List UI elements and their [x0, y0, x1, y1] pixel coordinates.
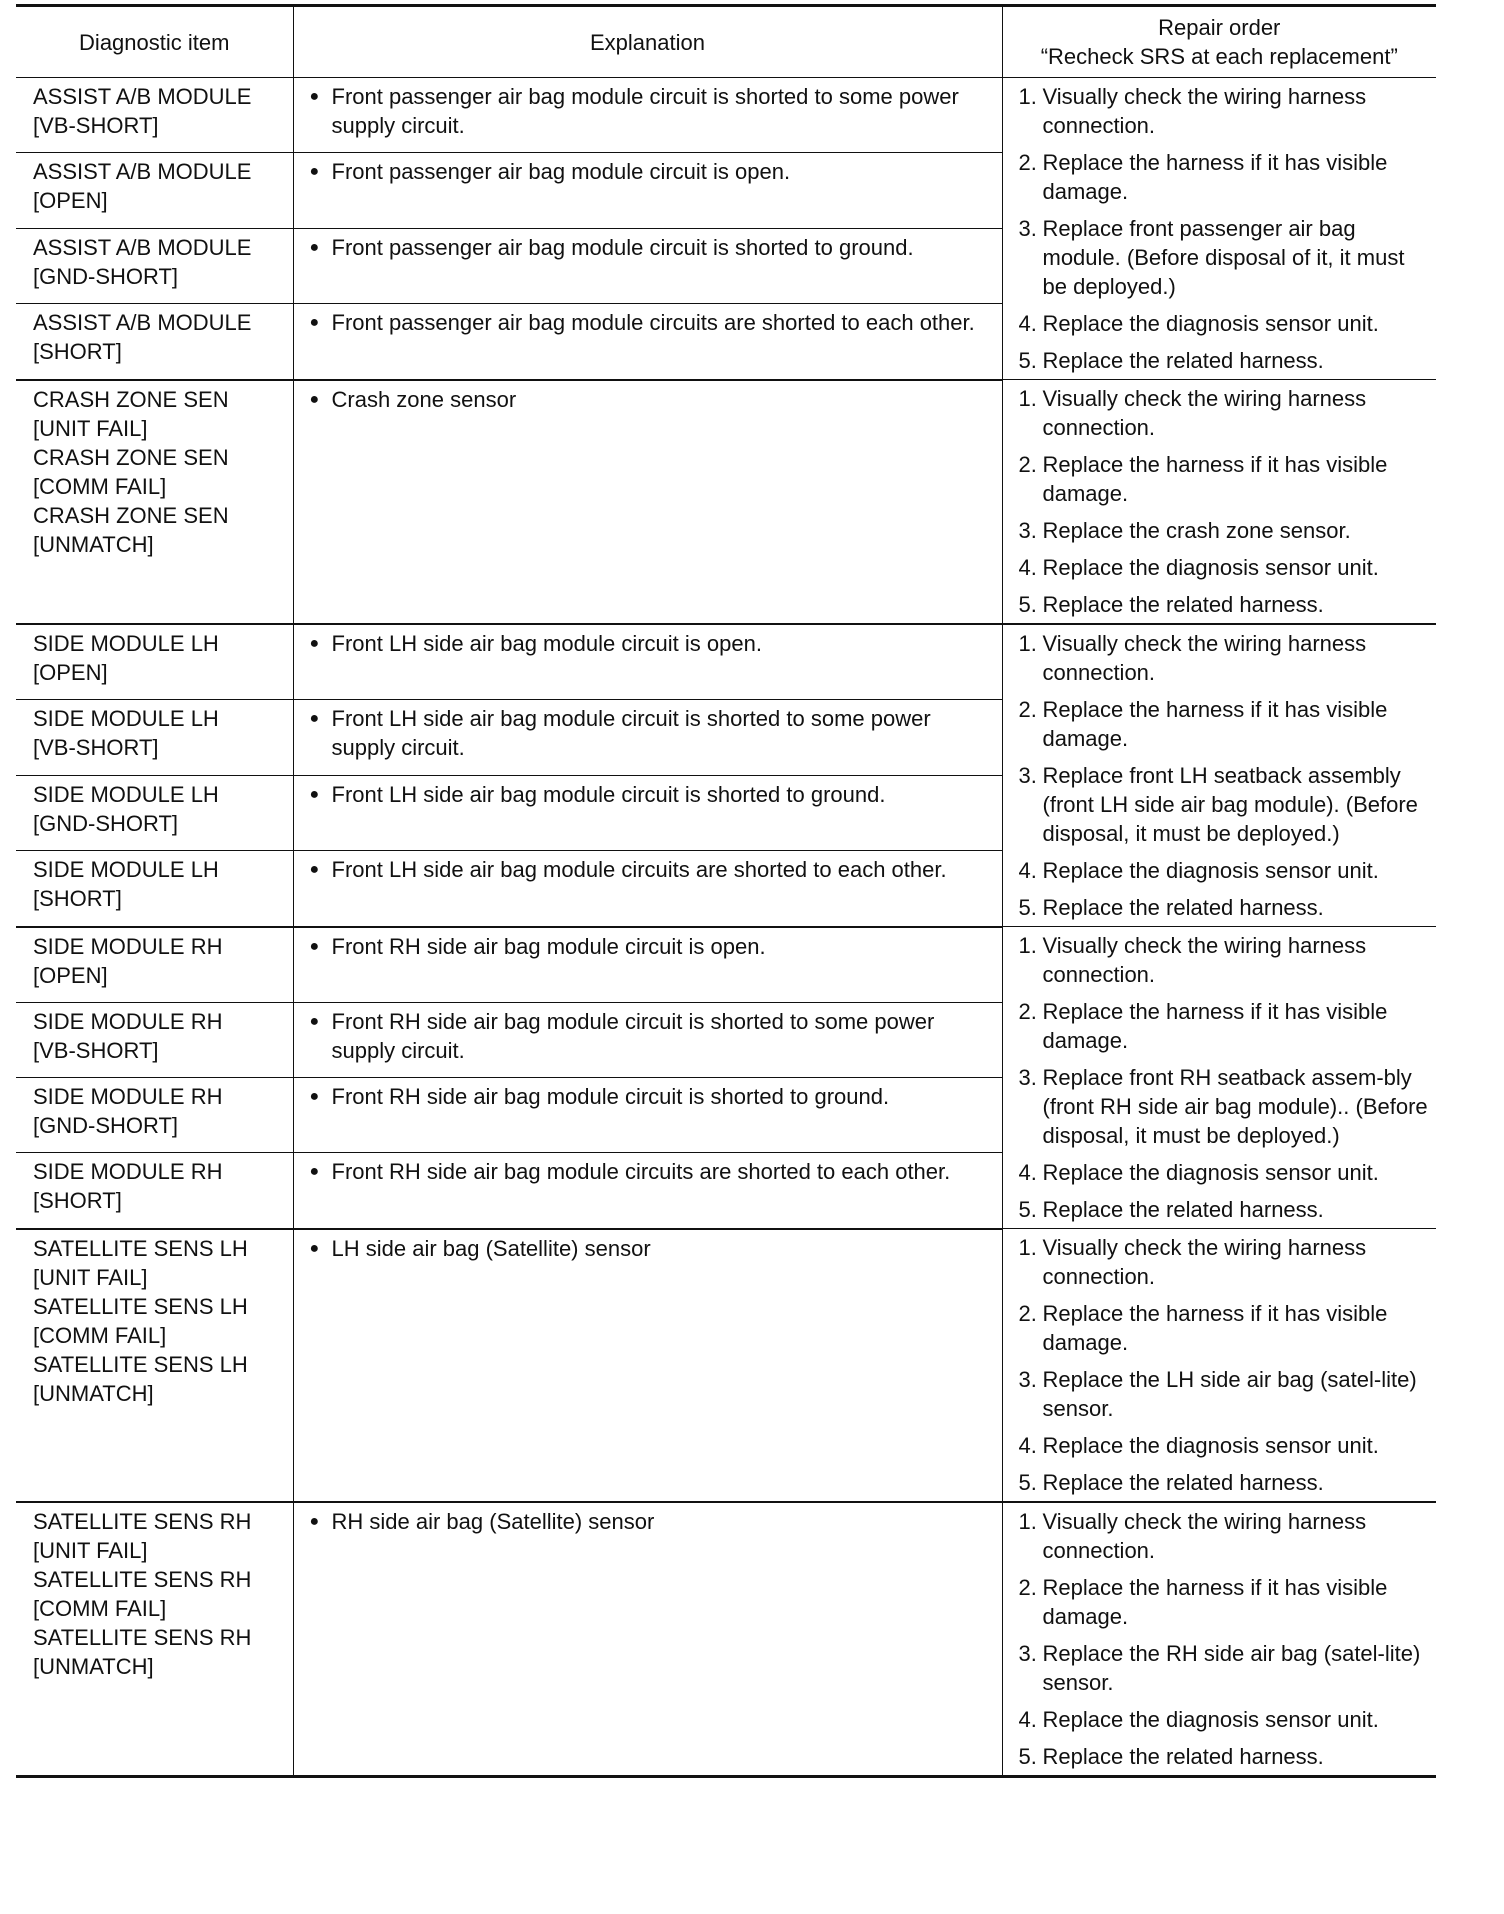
repair-order-cell — [1002, 1229, 1436, 1503]
table-row — [16, 78, 1436, 153]
explanation-text: Front LH side air bag module circuit is open. — [331, 631, 762, 656]
repair-step — [1019, 590, 1431, 619]
repair-step — [1019, 214, 1431, 301]
repair-step-text: Replace the harness if it has visible damage. — [1042, 999, 1388, 1053]
diagnostic-item-text: [UNIT FAIL] — [33, 415, 148, 441]
repair-step-text: Replace the diagnosis sensor unit. — [1042, 858, 1379, 883]
diagnostic-item-text: SATELLITE SENS RH — [33, 1567, 252, 1592]
explanation-cell — [293, 927, 1002, 1003]
diagnostic-item-cell — [16, 380, 293, 625]
explanation-text: Front passenger air bag module circuit is shorted to ground. — [331, 234, 914, 260]
repair-step-text: Visually check the wiring harness connection. — [1042, 1509, 1367, 1563]
repair-step — [1019, 1365, 1431, 1423]
repair-step — [1019, 309, 1431, 338]
explanation-bullet — [310, 1157, 994, 1186]
diagnostic-item-text: [OPEN] — [33, 188, 108, 214]
repair-step-number: 4. — [1018, 1160, 1037, 1185]
explanation-bullet — [310, 1234, 994, 1263]
diagnostic-item-text: SIDE MODULE LH — [33, 631, 219, 656]
diagnostic-item-text: [OPEN] — [33, 660, 108, 685]
repair-step — [1019, 1431, 1431, 1460]
explanation-bullet — [310, 82, 994, 140]
diagnostic-item-text: [SHORT] — [33, 339, 122, 365]
diagnostic-item-text: SIDE MODULE LH — [33, 857, 219, 883]
diagnostic-item-text: [GND-SHORT] — [33, 1112, 179, 1138]
repair-step-text: Replace front passenger air bag module. (Before disposal of it, it must be deployed.) — [1042, 216, 1405, 299]
bullet-icon: ● — [309, 710, 320, 728]
diagnostic-item-text: [UNMATCH] — [33, 1654, 154, 1679]
diagnostic-item-cell — [16, 78, 293, 153]
srs-diagnostic-table-page — [16, 4, 1436, 1778]
repair-step — [1019, 346, 1431, 375]
diagnostic-item-text: SIDE MODULE LH — [33, 706, 219, 732]
diagnostic-item-cell — [16, 1077, 293, 1152]
diagnostic-item-text: ASSIST A/B MODULE — [33, 310, 252, 336]
repair-step — [1019, 997, 1431, 1055]
explanation-cell — [293, 775, 1002, 850]
repair-step-text: Visually check the wiring harness connection. — [1042, 386, 1367, 440]
repair-step-text: Replace the related harness. — [1042, 592, 1324, 617]
repair-step — [1019, 931, 1431, 989]
repair-step — [1019, 516, 1431, 545]
bullet-icon: ● — [309, 88, 320, 105]
repair-steps-list — [1019, 629, 1431, 922]
repair-step-text: Replace the LH side air bag (satel-lite) sensor. — [1042, 1367, 1417, 1421]
repair-step-text: Replace front LH seatback assembly (front LH side air bag module). (Before disposal, it must be deployed.) — [1042, 763, 1418, 846]
bullet-icon: ● — [309, 163, 320, 181]
diagnostic-item-cell — [16, 1229, 293, 1503]
explanation-text: Front passenger air bag module circuit is open. — [331, 159, 791, 185]
repair-step-text: Replace the harness if it has visible damage. — [1042, 452, 1388, 506]
diagnostic-item-text: CRASH ZONE SEN — [33, 502, 229, 528]
diagnostic-item-text: SATELLITE SENS LH — [33, 1351, 248, 1377]
diagnostic-table — [16, 4, 1436, 1778]
repair-step — [1019, 1573, 1431, 1631]
diagnostic-item-text: [VB-SHORT] — [33, 1037, 159, 1063]
repair-step — [1019, 761, 1431, 848]
diagnostic-item-text: [UNMATCH] — [33, 1380, 154, 1406]
explanation-bullet — [310, 629, 994, 658]
repair-step — [1019, 1705, 1431, 1734]
diagnostic-item-text: [COMM FAIL] — [33, 473, 167, 499]
repair-step-number: 4. — [1018, 858, 1037, 883]
bullet-icon: ● — [309, 1163, 320, 1181]
diagnostic-item-cell — [16, 624, 293, 700]
bullet-icon: ● — [309, 1087, 320, 1105]
explanation-text: RH side air bag (Satellite) sensor — [331, 1509, 655, 1534]
explanation-text: Front RH side air bag module circuit is open. — [331, 933, 766, 959]
explanation-cell — [293, 1502, 1002, 1777]
explanation-bullet — [310, 1082, 994, 1111]
repair-step-number: 4. — [1018, 1707, 1037, 1732]
bullet-icon: ● — [309, 1239, 320, 1257]
repair-step-number: 2. — [1018, 1575, 1037, 1600]
repair-step-text: Replace the harness if it has visible damage. — [1042, 1575, 1388, 1629]
repair-step-number: 1. — [1018, 1235, 1037, 1260]
repair-step-text: Replace the RH side air bag (satel-lite) sensor. — [1042, 1641, 1421, 1695]
repair-step — [1019, 1468, 1431, 1497]
explanation-text: Front LH side air bag module circuit is shorted to ground. — [331, 781, 886, 807]
explanation-cell — [293, 1229, 1002, 1503]
explanation-cell — [293, 624, 1002, 700]
repair-step-number: 3. — [1018, 1065, 1037, 1090]
repair-step-number: 2. — [1018, 697, 1037, 722]
repair-step-number: 3. — [1018, 763, 1037, 788]
repair-order-cell — [1002, 1502, 1436, 1777]
header-repair-order — [1002, 6, 1436, 78]
repair-step-text: Visually check the wiring harness connection. — [1042, 1235, 1367, 1289]
repair-step-number: 3. — [1018, 1367, 1037, 1392]
explanation-bullet — [310, 233, 994, 262]
diagnostic-item-text: [SHORT] — [33, 1188, 122, 1214]
repair-step-text: Replace the diagnosis sensor unit. — [1042, 311, 1379, 336]
explanation-bullet — [310, 385, 994, 414]
diagnostic-item-text: SIDE MODULE RH — [33, 1159, 223, 1185]
repair-step-number: 4. — [1018, 311, 1037, 336]
repair-step-text: Replace the diagnosis sensor unit. — [1042, 555, 1379, 580]
diagnostic-item-text: [UNIT FAIL] — [33, 1264, 148, 1290]
repair-order-cell — [1002, 78, 1436, 380]
diagnostic-item-text: SIDE MODULE LH — [33, 781, 219, 807]
explanation-text: Front LH side air bag module circuit is shorted to some power supply circuit. — [331, 706, 931, 761]
diagnostic-item-text: [OPEN] — [33, 962, 108, 988]
explanation-bullet — [310, 780, 994, 809]
header-repair-order-note: “Recheck SRS at each replacement” — [1040, 44, 1398, 69]
repair-step — [1019, 148, 1431, 206]
repair-step-number: 1. — [1018, 386, 1037, 411]
repair-steps-list — [1019, 82, 1431, 375]
table-row — [16, 927, 1436, 1003]
repair-order-cell — [1002, 624, 1436, 927]
diagnostic-item-text: SATELLITE SENS LH — [33, 1235, 248, 1261]
table-body — [16, 78, 1436, 1777]
diagnostic-item-text: [COMM FAIL] — [33, 1322, 167, 1348]
diagnostic-item-text: ASSIST A/B MODULE — [33, 159, 252, 185]
diagnostic-item-text: CRASH ZONE SEN — [33, 444, 229, 470]
repair-step — [1019, 1063, 1431, 1150]
repair-step — [1019, 856, 1431, 885]
table-row — [16, 380, 1436, 625]
repair-order-cell — [1002, 380, 1436, 625]
diagnostic-item-text: SIDE MODULE RH — [33, 1008, 223, 1034]
diagnostic-item-text: SIDE MODULE RH — [33, 1083, 223, 1109]
diagnostic-item-text: SATELLITE SENS RH — [33, 1625, 252, 1650]
diagnostic-item-cell — [16, 1002, 293, 1077]
repair-step-number: 3. — [1018, 1641, 1037, 1666]
bullet-icon: ● — [309, 1513, 320, 1530]
repair-step-text: Replace the harness if it has visible damage. — [1042, 150, 1388, 204]
repair-step-text: Replace the related harness. — [1042, 895, 1324, 920]
explanation-text: Front RH side air bag module circuit is shorted to some power supply circuit. — [331, 1008, 935, 1063]
repair-steps-list — [1019, 384, 1431, 619]
diagnostic-item-text: ASSIST A/B MODULE — [33, 234, 252, 260]
repair-step-number: 4. — [1018, 555, 1037, 580]
repair-step-number: 1. — [1018, 631, 1037, 656]
repair-steps-list — [1019, 1507, 1431, 1771]
repair-step-number: 5. — [1018, 592, 1037, 617]
repair-order-cell — [1002, 927, 1436, 1229]
diagnostic-item-text: SIDE MODULE RH — [33, 933, 223, 959]
repair-step-number: 2. — [1018, 999, 1037, 1024]
diagnostic-item-cell — [16, 700, 293, 775]
repair-step-text: Replace the related harness. — [1042, 1197, 1324, 1222]
header-repair-order-title: Repair order — [1158, 15, 1281, 40]
repair-step-text: Replace the crash zone sensor. — [1042, 518, 1351, 543]
diagnostic-item-cell — [16, 1502, 293, 1777]
explanation-text: Front passenger air bag module circuits are shorted to each other. — [331, 310, 975, 336]
repair-step-number: 2. — [1018, 150, 1037, 175]
bullet-icon: ● — [309, 937, 320, 955]
table-row — [16, 1229, 1436, 1503]
repair-step-text: Replace the related harness. — [1042, 1470, 1324, 1495]
header-diagnostic-item: Diagnostic item — [16, 6, 293, 78]
explanation-cell — [293, 380, 1002, 625]
bullet-icon: ● — [309, 785, 320, 803]
repair-step — [1019, 1742, 1431, 1771]
bullet-icon: ● — [309, 390, 320, 408]
explanation-bullet — [310, 932, 994, 961]
repair-step — [1019, 1507, 1431, 1565]
explanation-bullet — [310, 308, 994, 337]
repair-step — [1019, 695, 1431, 753]
diagnostic-item-text: [COMM FAIL] — [33, 1596, 167, 1621]
explanation-text: LH side air bag (Satellite) sensor — [331, 1235, 651, 1261]
repair-step-number: 5. — [1018, 895, 1037, 920]
repair-step-number: 3. — [1018, 216, 1037, 241]
repair-step-text: Visually check the wiring harness connection. — [1042, 631, 1367, 685]
explanation-text: Front passenger air bag module circuit is shorted to some power supply circuit. — [331, 84, 959, 138]
repair-step-text: Replace the harness if it has visible damage. — [1042, 1301, 1388, 1355]
explanation-cell — [293, 851, 1002, 927]
repair-step — [1019, 82, 1431, 140]
repair-step — [1019, 450, 1431, 508]
explanation-cell — [293, 1002, 1002, 1077]
repair-step-text: Visually check the wiring harness connection. — [1042, 933, 1367, 987]
diagnostic-item-text: [SHORT] — [33, 886, 122, 912]
diagnostic-item-cell — [16, 775, 293, 850]
explanation-cell — [293, 228, 1002, 303]
explanation-bullet — [310, 157, 994, 186]
diagnostic-item-text: [VB-SHORT] — [33, 735, 159, 761]
table-header-row — [16, 6, 1436, 78]
explanation-cell — [293, 78, 1002, 153]
explanation-bullet — [310, 1507, 994, 1536]
repair-step-text: Replace the diagnosis sensor unit. — [1042, 1160, 1379, 1185]
explanation-text: Front RH side air bag module circuits are shorted to each other. — [331, 1159, 951, 1185]
diagnostic-item-cell — [16, 851, 293, 927]
diagnostic-item-cell — [16, 153, 293, 228]
repair-step-number: 2. — [1018, 452, 1037, 477]
explanation-cell — [293, 1153, 1002, 1229]
table-row — [16, 1502, 1436, 1777]
repair-step-text: Replace the related harness. — [1042, 1744, 1324, 1769]
repair-step — [1019, 1299, 1431, 1357]
repair-step-number: 5. — [1018, 1197, 1037, 1222]
bullet-icon: ● — [309, 314, 320, 332]
repair-step — [1019, 1195, 1431, 1224]
repair-step-number: 5. — [1018, 348, 1037, 373]
repair-step-number: 1. — [1018, 84, 1037, 109]
repair-step-number: 4. — [1018, 1433, 1037, 1458]
repair-step — [1019, 629, 1431, 687]
explanation-text: Front LH side air bag module circuits are shorted to each other. — [331, 857, 947, 883]
repair-step-text: Replace the diagnosis sensor unit. — [1042, 1433, 1379, 1458]
repair-step — [1019, 1639, 1431, 1697]
explanation-text: Front RH side air bag module circuit is shorted to ground. — [331, 1083, 890, 1109]
repair-step-text: Replace front RH seatback assem-bly (front RH side air bag module).. (Before disposal, it must be deployed.) — [1042, 1065, 1428, 1148]
diagnostic-item-text: [UNMATCH] — [33, 531, 154, 557]
header-explanation: Explanation — [293, 6, 1002, 78]
bullet-icon: ● — [309, 1012, 320, 1030]
bullet-icon: ● — [309, 238, 320, 256]
bullet-icon: ● — [309, 635, 320, 652]
diagnostic-item-text: CRASH ZONE SEN — [33, 386, 229, 412]
repair-step-number: 1. — [1018, 1509, 1037, 1534]
diagnostic-item-text: [VB-SHORT] — [33, 113, 159, 138]
repair-step-text: Replace the harness if it has visible damage. — [1042, 697, 1388, 751]
repair-step-number: 1. — [1018, 933, 1037, 958]
repair-step — [1019, 553, 1431, 582]
repair-step-number: 3. — [1018, 518, 1037, 543]
diagnostic-item-text: [UNIT FAIL] — [33, 1538, 148, 1563]
explanation-bullet — [310, 704, 994, 762]
explanation-cell — [293, 153, 1002, 228]
diagnostic-item-cell — [16, 304, 293, 380]
repair-step — [1019, 1233, 1431, 1291]
explanation-text: Crash zone sensor — [331, 386, 517, 412]
table-row — [16, 624, 1436, 700]
repair-steps-list — [1019, 1233, 1431, 1497]
repair-step — [1019, 893, 1431, 922]
repair-step-number: 5. — [1018, 1470, 1037, 1495]
repair-step — [1019, 1158, 1431, 1187]
repair-step-number: 5. — [1018, 1744, 1037, 1769]
diagnostic-item-text: [GND-SHORT] — [33, 263, 179, 289]
diagnostic-item-text: [GND-SHORT] — [33, 810, 179, 836]
explanation-bullet — [310, 855, 994, 884]
repair-step-number: 2. — [1018, 1301, 1037, 1326]
explanation-cell — [293, 700, 1002, 775]
explanation-cell — [293, 1077, 1002, 1152]
diagnostic-item-text: SATELLITE SENS LH — [33, 1293, 248, 1319]
repair-step-text: Visually check the wiring harness connection. — [1042, 84, 1367, 138]
explanation-cell — [293, 304, 1002, 380]
repair-step — [1019, 384, 1431, 442]
repair-step-text: Replace the diagnosis sensor unit. — [1042, 1707, 1379, 1732]
explanation-bullet — [310, 1007, 994, 1065]
diagnostic-item-text: ASSIST A/B MODULE — [33, 84, 252, 109]
diagnostic-item-cell — [16, 1153, 293, 1229]
bullet-icon: ● — [309, 861, 320, 879]
repair-steps-list — [1019, 931, 1431, 1224]
diagnostic-item-cell — [16, 228, 293, 303]
diagnostic-item-cell — [16, 927, 293, 1003]
repair-step-text: Replace the related harness. — [1042, 348, 1324, 373]
diagnostic-item-text: SATELLITE SENS RH — [33, 1509, 252, 1534]
